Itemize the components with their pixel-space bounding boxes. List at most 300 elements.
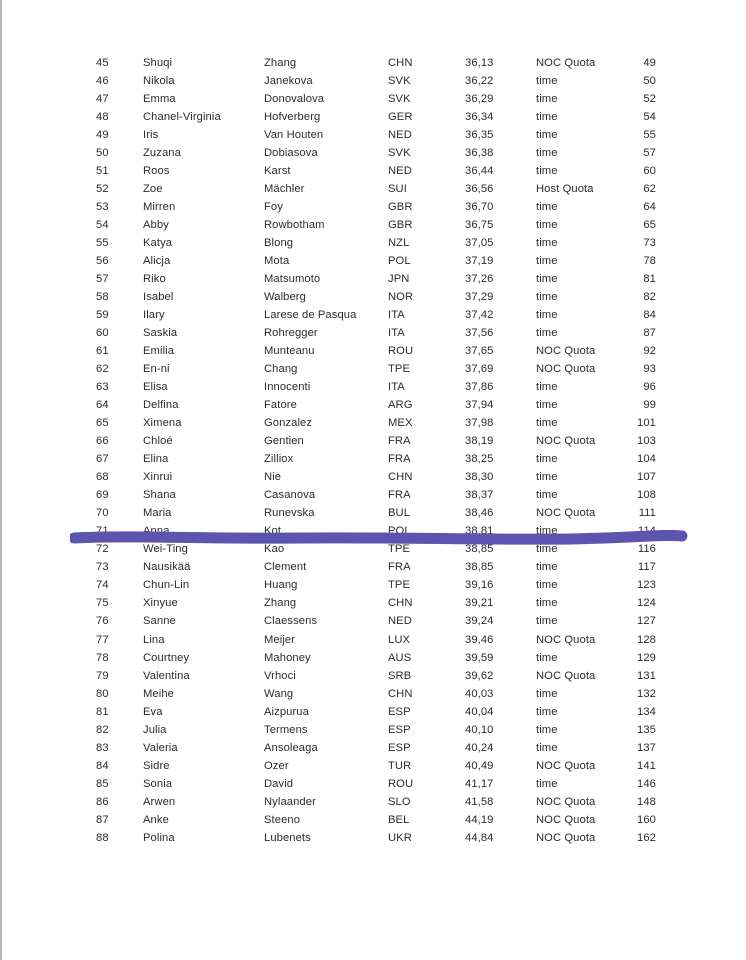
time-cell: 36,22 — [465, 75, 494, 88]
time-cell: 36,35 — [465, 129, 494, 142]
qualification-cell: time — [536, 129, 558, 142]
qualification-cell: time — [536, 237, 558, 250]
last-name-cell: David — [264, 777, 294, 790]
ranking-cell: 92 — [643, 345, 656, 358]
country-cell: TPE — [388, 363, 411, 376]
table-row — [0, 360, 746, 378]
table-row — [0, 468, 746, 486]
rank-cell: 54 — [96, 219, 109, 232]
rank-cell: 63 — [96, 381, 109, 394]
ranking-cell: 64 — [643, 201, 656, 214]
country-cell: ITA — [388, 309, 405, 322]
rank-cell: 64 — [96, 399, 109, 412]
results-table — [0, 54, 746, 847]
time-cell: 37,56 — [465, 327, 494, 340]
qualification-cell: time — [536, 579, 558, 592]
country-cell: TPE — [388, 543, 411, 556]
time-cell: 40,10 — [465, 723, 494, 736]
time-cell: 37,42 — [465, 309, 494, 322]
time-cell: 39,16 — [465, 579, 494, 592]
time-cell: 39,62 — [465, 669, 494, 682]
country-cell: JPN — [388, 273, 410, 286]
last-name-cell: Steeno — [264, 813, 301, 826]
rank-cell: 69 — [96, 489, 109, 502]
table-row — [0, 108, 746, 126]
table-row — [0, 270, 746, 288]
country-cell: SVK — [388, 75, 411, 88]
country-cell: POL — [388, 525, 411, 538]
table-row — [0, 234, 746, 252]
qualification-cell: time — [536, 201, 558, 214]
last-name-cell: Dobiasova — [264, 147, 318, 160]
time-cell: 40,03 — [465, 687, 494, 700]
time-cell: 37,26 — [465, 273, 494, 286]
country-cell: ROU — [388, 345, 414, 358]
table-row — [0, 432, 746, 450]
first-name-cell: Valeria — [143, 741, 178, 754]
last-name-cell: Mächler — [264, 183, 305, 196]
rank-cell: 46 — [96, 75, 109, 88]
ranking-cell: 55 — [643, 129, 656, 142]
first-name-cell: Chanel-Virginia — [143, 111, 221, 124]
last-name-cell: Zhang — [264, 597, 297, 610]
table-row — [0, 793, 746, 811]
country-cell: ESP — [388, 723, 411, 736]
rank-cell: 59 — [96, 309, 109, 322]
rank-cell: 65 — [96, 417, 109, 430]
first-name-cell: Courtney — [143, 651, 190, 664]
qualification-cell: NOC Quota — [536, 435, 596, 448]
time-cell: 38,46 — [465, 507, 494, 520]
country-cell: SLO — [388, 795, 411, 808]
first-name-cell: Chun-Lin — [143, 579, 190, 592]
qualification-cell: time — [536, 561, 558, 574]
last-name-cell: Rohregger — [264, 327, 318, 340]
rank-cell: 60 — [96, 327, 109, 340]
country-cell: ITA — [388, 327, 405, 340]
last-name-cell: Kao — [264, 543, 285, 556]
country-cell: NOR — [388, 291, 414, 304]
last-name-cell: Clement — [264, 561, 307, 574]
ranking-cell: 101 — [637, 417, 656, 430]
first-name-cell: Sanne — [143, 615, 176, 628]
table-row — [0, 558, 746, 576]
ranking-cell: 128 — [637, 633, 656, 646]
country-cell: MEX — [388, 417, 413, 430]
first-name-cell: En-ni — [143, 363, 170, 376]
ranking-cell: 132 — [637, 687, 656, 700]
rank-cell: 86 — [96, 795, 109, 808]
table-row — [0, 414, 746, 432]
country-cell: ARG — [388, 399, 413, 412]
time-cell: 39,24 — [465, 615, 494, 628]
last-name-cell: Innocenti — [264, 381, 311, 394]
ranking-cell: 78 — [643, 255, 656, 268]
table-row — [0, 540, 746, 558]
table-row — [0, 739, 746, 757]
table-row — [0, 324, 746, 342]
qualification-cell: time — [536, 399, 558, 412]
qualification-cell: NOC Quota — [536, 633, 596, 646]
qualification-cell: time — [536, 723, 558, 736]
last-name-cell: Ozer — [264, 759, 289, 772]
ranking-cell: 81 — [643, 273, 656, 286]
ranking-cell: 96 — [643, 381, 656, 394]
table-row — [0, 342, 746, 360]
country-cell: CHN — [388, 471, 413, 484]
ranking-cell: 99 — [643, 399, 656, 412]
time-cell: 44,19 — [465, 813, 494, 826]
ranking-cell: 134 — [637, 705, 656, 718]
ranking-cell: 107 — [637, 471, 656, 484]
rank-cell: 56 — [96, 255, 109, 268]
ranking-cell: 135 — [637, 723, 656, 736]
first-name-cell: Maria — [143, 507, 172, 520]
last-name-cell: Karst — [264, 165, 291, 178]
table-row — [0, 612, 746, 630]
qualification-cell: time — [536, 93, 558, 106]
table-row — [0, 126, 746, 144]
first-name-cell: Nikola — [143, 75, 175, 88]
table-row — [0, 450, 746, 468]
ranking-cell: 111 — [638, 507, 656, 520]
table-row — [0, 829, 746, 847]
first-name-cell: Anna — [143, 525, 170, 538]
table-row — [0, 72, 746, 90]
table-row — [0, 504, 746, 522]
country-cell: NZL — [388, 237, 410, 250]
table-row — [0, 90, 746, 108]
first-name-cell: Saskia — [143, 327, 178, 340]
time-cell: 36,75 — [465, 219, 494, 232]
ranking-cell: 49 — [643, 57, 656, 69]
table-row — [0, 649, 746, 667]
last-name-cell: Mota — [264, 255, 290, 268]
first-name-cell: Chloé — [143, 435, 173, 448]
country-cell: FRA — [388, 561, 411, 574]
first-name-cell: Isabel — [143, 291, 174, 304]
last-name-cell: Lubenets — [264, 831, 311, 844]
country-cell: BUL — [388, 507, 411, 520]
table-row — [0, 288, 746, 306]
first-name-cell: Xinrui — [143, 471, 173, 484]
first-name-cell: Arwen — [143, 795, 176, 808]
rank-cell: 81 — [96, 705, 109, 718]
ranking-cell: 82 — [643, 291, 656, 304]
time-cell: 38,19 — [465, 435, 494, 448]
first-name-cell: Sidre — [143, 759, 170, 772]
rank-cell: 68 — [96, 471, 109, 484]
first-name-cell: Wei-Ting — [143, 543, 188, 556]
first-name-cell: Delfina — [143, 399, 179, 412]
last-name-cell: Larese de Pasqua — [264, 309, 357, 322]
time-cell: 37,86 — [465, 381, 494, 394]
time-cell: 39,21 — [465, 597, 494, 610]
table-row — [0, 162, 746, 180]
rank-cell: 48 — [96, 111, 109, 124]
last-name-cell: Vrhoci — [264, 669, 296, 682]
ranking-cell: 65 — [643, 219, 656, 232]
time-cell: 36,70 — [465, 201, 494, 214]
table-row — [0, 198, 746, 216]
country-cell: NED — [388, 129, 412, 142]
last-name-cell: Nie — [264, 471, 282, 484]
time-cell: 37,98 — [465, 417, 494, 430]
last-name-cell: Casanova — [264, 489, 316, 502]
first-name-cell: Roos — [143, 165, 170, 178]
ranking-cell: 62 — [643, 183, 656, 196]
country-cell: CHN — [388, 57, 413, 69]
first-name-cell: Abby — [143, 219, 169, 232]
rank-cell: 74 — [96, 579, 109, 592]
last-name-cell: Huang — [264, 579, 298, 592]
rank-cell: 53 — [96, 201, 109, 214]
first-name-cell: Emilia — [143, 345, 175, 358]
last-name-cell: Nylaander — [264, 795, 316, 808]
qualification-cell: Host Quota — [536, 183, 594, 196]
table-row — [0, 757, 746, 775]
first-name-cell: Ilary — [143, 309, 165, 322]
rank-cell: 58 — [96, 291, 109, 304]
first-name-cell: Meihe — [143, 687, 174, 700]
first-name-cell: Alicja — [143, 255, 171, 268]
time-cell: 36,13 — [465, 57, 494, 69]
rank-cell: 87 — [96, 813, 109, 826]
ranking-cell: 52 — [643, 93, 656, 106]
country-cell: SUI — [388, 183, 407, 196]
ranking-cell: 123 — [637, 579, 656, 592]
table-row — [0, 144, 746, 162]
ranking-cell: 124 — [637, 597, 656, 610]
time-cell: 37,29 — [465, 291, 494, 304]
country-cell: CHN — [388, 597, 413, 610]
first-name-cell: Ximena — [143, 417, 182, 430]
time-cell: 36,38 — [465, 147, 494, 160]
ranking-cell: 108 — [637, 489, 656, 502]
country-cell: TUR — [388, 759, 412, 772]
country-cell: SVK — [388, 147, 411, 160]
ranking-cell: 54 — [643, 111, 656, 124]
qualification-cell: time — [536, 741, 558, 754]
time-cell: 38,81 — [465, 525, 494, 538]
rank-cell: 82 — [96, 723, 109, 736]
country-cell: SVK — [388, 93, 411, 106]
last-name-cell: Fatore — [264, 399, 297, 412]
ranking-cell: 117 — [637, 561, 656, 574]
table-row — [0, 811, 746, 829]
first-name-cell: Zuzana — [143, 147, 181, 160]
qualification-cell: NOC Quota — [536, 507, 596, 520]
rank-cell: 70 — [96, 507, 109, 520]
time-cell: 37,69 — [465, 363, 494, 376]
rank-cell: 47 — [96, 93, 109, 106]
table-row — [0, 396, 746, 414]
first-name-cell: Emma — [143, 93, 176, 106]
table-row — [0, 685, 746, 703]
last-name-cell: Wang — [264, 687, 294, 700]
last-name-cell: Van Houten — [264, 129, 324, 142]
time-cell: 38,37 — [465, 489, 494, 502]
ranking-cell: 162 — [637, 831, 656, 844]
ranking-cell: 146 — [637, 777, 656, 790]
last-name-cell: Foy — [264, 201, 283, 214]
country-cell: ROU — [388, 777, 414, 790]
country-cell: AUS — [388, 651, 412, 664]
first-name-cell: Xinyue — [143, 597, 178, 610]
last-name-cell: Walberg — [264, 291, 306, 304]
rank-cell: 76 — [96, 615, 109, 628]
rank-cell: 77 — [96, 633, 109, 646]
qualification-cell: NOC Quota — [536, 813, 596, 826]
country-cell: CHN — [388, 687, 413, 700]
last-name-cell: Ansoleaga — [264, 741, 318, 754]
time-cell: 44,84 — [465, 831, 494, 844]
first-name-cell: Eva — [143, 705, 163, 718]
last-name-cell: Kot — [264, 525, 282, 538]
country-cell: GBR — [388, 201, 413, 214]
rank-cell: 51 — [96, 165, 109, 178]
first-name-cell: Riko — [143, 273, 166, 286]
table-row — [0, 252, 746, 270]
first-name-cell: Valentina — [143, 669, 190, 682]
qualification-cell: time — [536, 291, 558, 304]
qualification-cell: time — [536, 147, 558, 160]
country-cell: NED — [388, 165, 412, 178]
qualification-cell: time — [536, 471, 558, 484]
first-name-cell: Polina — [143, 831, 175, 844]
ranking-cell: 60 — [643, 165, 656, 178]
time-cell: 39,46 — [465, 633, 494, 646]
ranking-cell: 114 — [637, 525, 656, 538]
time-cell: 38,30 — [465, 471, 494, 484]
ranking-cell: 93 — [643, 363, 656, 376]
last-name-cell: Aizpurua — [264, 705, 309, 718]
last-name-cell: Blong — [264, 237, 294, 250]
rank-cell: 73 — [96, 561, 109, 574]
qualification-cell: time — [536, 327, 558, 340]
first-name-cell: Iris — [143, 129, 159, 142]
first-name-cell: Mirren — [143, 201, 176, 214]
qualification-cell: time — [536, 705, 558, 718]
rank-cell: 88 — [96, 831, 109, 844]
first-name-cell: Zoe — [143, 183, 163, 196]
table-row — [0, 667, 746, 685]
qualification-cell: time — [536, 489, 558, 502]
qualification-cell: time — [536, 453, 558, 466]
time-cell: 40,24 — [465, 741, 494, 754]
qualification-cell: time — [536, 165, 558, 178]
table-row — [0, 775, 746, 793]
table-row — [0, 576, 746, 594]
first-name-cell: Sonia — [143, 777, 173, 790]
time-cell: 37,94 — [465, 399, 494, 412]
qualification-cell: time — [536, 615, 558, 628]
time-cell: 41,58 — [465, 795, 494, 808]
first-name-cell: Shana — [143, 489, 176, 502]
rank-cell: 72 — [96, 543, 109, 556]
last-name-cell: Hofverberg — [264, 111, 321, 124]
rank-cell: 80 — [96, 687, 109, 700]
rank-cell: 71 — [96, 525, 109, 538]
qualification-cell: NOC Quota — [536, 795, 596, 808]
last-name-cell: Rowbotham — [264, 219, 325, 232]
time-cell: 38,85 — [465, 561, 494, 574]
rank-cell: 84 — [96, 759, 109, 772]
rank-cell: 55 — [96, 237, 109, 250]
time-cell: 41,17 — [465, 777, 494, 790]
last-name-cell: Janekova — [264, 75, 313, 88]
last-name-cell: Zhang — [264, 57, 297, 69]
country-cell: ITA — [388, 381, 405, 394]
ranking-cell: 57 — [643, 147, 656, 160]
rank-cell: 85 — [96, 777, 109, 790]
table-row — [0, 378, 746, 396]
qualification-cell: time — [536, 687, 558, 700]
time-cell: 37,05 — [465, 237, 494, 250]
country-cell: GBR — [388, 219, 413, 232]
table-row — [0, 594, 746, 612]
time-cell: 36,56 — [465, 183, 494, 196]
table-row — [0, 486, 746, 504]
country-cell: LUX — [388, 633, 411, 646]
country-cell: SRB — [388, 669, 412, 682]
qualification-cell: NOC Quota — [536, 831, 596, 844]
first-name-cell: Anke — [143, 813, 169, 826]
qualification-cell: time — [536, 381, 558, 394]
ranking-cell: 127 — [637, 615, 656, 628]
rank-cell: 79 — [96, 669, 109, 682]
table-row — [0, 703, 746, 721]
first-name-cell: Nausikää — [143, 561, 191, 574]
last-name-cell: Claessens — [264, 615, 318, 628]
rank-cell: 50 — [96, 147, 109, 160]
rank-cell: 49 — [96, 129, 109, 142]
last-name-cell: Matsumoto — [264, 273, 321, 286]
rank-cell: 78 — [96, 651, 109, 664]
qualification-cell: time — [536, 777, 558, 790]
country-cell: NED — [388, 615, 412, 628]
time-cell: 38,85 — [465, 543, 494, 556]
country-cell: GER — [388, 111, 413, 124]
table-row — [0, 721, 746, 739]
ranking-cell: 73 — [643, 237, 656, 250]
time-cell: 40,04 — [465, 705, 494, 718]
time-cell: 36,29 — [465, 93, 494, 106]
qualification-cell: time — [536, 525, 558, 538]
country-cell: ESP — [388, 705, 411, 718]
table-row — [0, 631, 746, 649]
qualification-cell: time — [536, 597, 558, 610]
ranking-cell: 141 — [637, 759, 656, 772]
last-name-cell: Zilliox — [264, 453, 294, 466]
first-name-cell: Elisa — [143, 381, 168, 394]
qualification-cell: time — [536, 219, 558, 232]
ranking-cell: 148 — [637, 795, 656, 808]
table-row — [0, 216, 746, 234]
rank-cell: 61 — [96, 345, 109, 358]
last-name-cell: Chang — [264, 363, 298, 376]
rank-cell: 75 — [96, 597, 109, 610]
first-name-cell: Elina — [143, 453, 169, 466]
country-cell: FRA — [388, 489, 411, 502]
qualification-cell: time — [536, 273, 558, 286]
last-name-cell: Munteanu — [264, 345, 315, 358]
country-cell: TPE — [388, 579, 411, 592]
qualification-cell: time — [536, 417, 558, 430]
ranking-cell: 103 — [637, 435, 656, 448]
ranking-cell: 129 — [637, 651, 656, 664]
table-row — [0, 54, 746, 72]
